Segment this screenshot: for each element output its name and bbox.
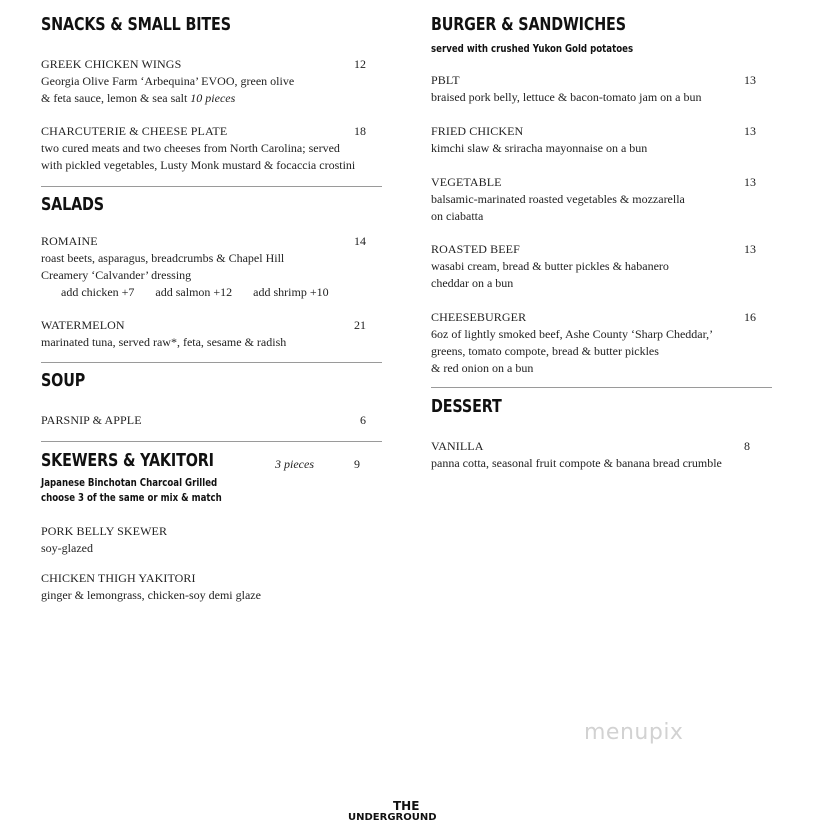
item-desc-vegetable [431,191,766,225]
item-price-fried-chicken: 13 [744,124,756,138]
item-desc-pblt [431,89,766,106]
item-name-charcuterie: CHARCUTERIE & CHEESE PLATE [41,124,228,138]
item-price-romaine: 14 [354,234,366,248]
addon-shrimp: add shrimp +10 [253,285,329,299]
desc-line: wasabi cream, bread & butter pickles & habanero [431,259,669,273]
item-desc-greek-chicken-wings [41,73,376,107]
item-price-cheeseburger: 16 [744,310,756,324]
desc-line: & feta sauce, lemon & sea salt [41,91,188,105]
item-price-vegetable: 13 [744,175,756,189]
item-desc-romaine [41,250,376,284]
desc-line: cheddar on a bun [431,276,514,290]
item-price-roasted-beef: 13 [744,242,756,256]
desc-line: 6oz of lightly smoked beef, Ashe County ‘Sharp Cheddar,’ [431,327,714,341]
section-title-salads: SALADS [41,195,104,215]
desc-line: & red onion on a bun [431,361,534,375]
desc-line: Georgia Olive Farm ‘Arbequina’ EVOO, green olive [41,74,295,88]
item-name-watermelon: WATERMELON [41,318,125,332]
skewers-subtitle-2: choose 3 of the same or mix & match [41,492,222,504]
item-name-chicken-thigh-yakitori: CHICKEN THIGH YAKITORI [41,571,196,585]
item-price-vanilla: 8 [744,439,750,453]
desc-line: balsamic-marinated roasted vegetables & mozzarella [431,192,685,206]
menupix-watermark: menupix [584,720,684,745]
item-price-greek-chicken-wings: 12 [354,57,366,71]
section-title-soup: SOUP [41,371,86,391]
desc-line: soy-glazed [41,541,93,555]
desc-line: Creamery ‘Calvander’ dressing [41,268,192,282]
item-name-roasted-beef: ROASTED BEEF [431,242,520,256]
desc-line: roast beets, asparagus, breadcrumbs & Chapel Hill [41,251,285,265]
item-desc-pork-belly-skewer [41,540,376,557]
item-desc-roasted-beef [431,258,766,292]
item-name-vegetable: VEGETABLE [431,175,502,189]
item-price-skewers: 9 [354,457,360,471]
section-title-dessert: DESSERT [431,397,502,417]
romaine-addons [61,285,347,300]
section-divider [41,441,382,442]
desc-line: braised pork belly, lettuce & bacon-tomato jam on a bun [431,90,702,104]
skewers-subtitle-1: Japanese Binchotan Charcoal Grilled [41,477,218,489]
section-title-skewers: SKEWERS & YAKITORI [41,451,214,471]
section-title-burgers: BURGER & SANDWICHES [431,15,626,35]
section-divider [41,362,382,363]
desc-line: greens, tomato compote, bread & butter pickles [431,344,659,358]
item-desc-cheeseburger [431,326,766,377]
item-price-charcuterie: 18 [354,124,366,138]
addon-salmon: add salmon +12 [155,285,233,299]
desc-line: with pickled vegetables, Lusty Monk mustard & focaccia crostini [41,158,356,172]
item-desc-charcuterie [41,140,376,174]
item-name-pork-belly-skewer: PORK BELLY SKEWER [41,524,168,538]
desc-line: on ciabatta [431,209,484,223]
item-name-romaine: ROMAINE [41,234,98,248]
section-divider [431,387,772,388]
item-name-parsnip-apple: PARSNIP & APPLE [41,413,142,427]
item-desc-watermelon [41,334,376,351]
footer-logo: THE [393,799,420,813]
desc-line: ginger & lemongrass, chicken-soy demi glaze [41,588,261,602]
item-desc-fried-chicken [431,140,766,157]
item-name-greek-chicken-wings: GREEK CHICKEN WINGS [41,57,182,71]
item-name-pblt: PBLT [431,73,460,87]
item-price-parsnip-apple: 6 [360,413,366,427]
portion-note: 10 pieces [190,91,236,105]
burgers-subtitle: served with crushed Yukon Gold potatoes [431,43,634,55]
skewer-pieces-note: 3 pieces [275,457,314,471]
item-name-cheeseburger: CHEESEBURGER [431,310,527,324]
item-desc-vanilla [431,455,772,472]
desc-line: panna cotta, seasonal fruit compote & banana bread crumble [431,456,722,470]
desc-line: marinated tuna, served raw*, feta, sesame & radish [41,335,287,349]
section-divider [41,186,382,187]
item-name-vanilla: VANILLA [431,439,484,453]
desc-line: two cured meats and two cheeses from North Carolina; served [41,141,340,155]
desc-line: kimchi slaw & sriracha mayonnaise on a bun [431,141,648,155]
addon-chicken: add chicken +7 [61,285,135,299]
item-price-pblt: 13 [744,73,756,87]
section-title-snacks: SNACKS & SMALL BITES [41,15,231,35]
item-desc-chicken-thigh-yakitori [41,587,376,604]
item-name-fried-chicken: FRIED CHICKEN [431,124,524,138]
item-price-watermelon: 21 [354,318,366,332]
footer-logo-subtext: UNDERGROUND [348,812,437,823]
